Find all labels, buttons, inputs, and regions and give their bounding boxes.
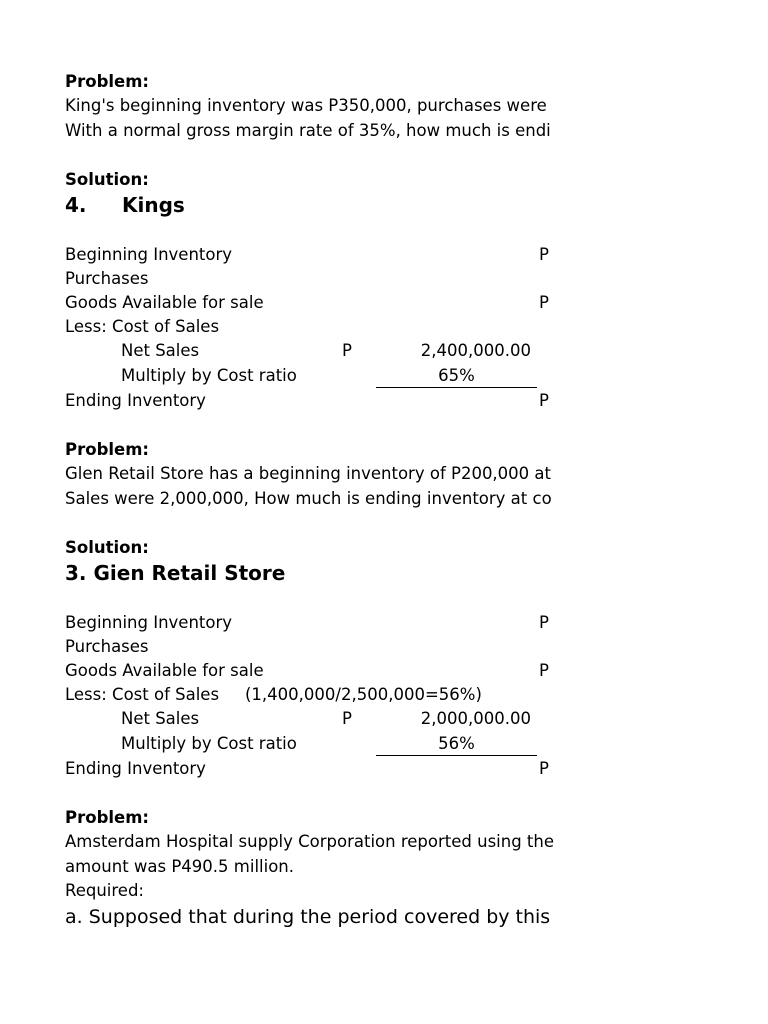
s2-multiply-cost-ratio-label: Multiply by Cost ratio (121, 734, 297, 753)
s1-ending-inventory-currency: P (539, 391, 549, 410)
problem-2-text-line-1: Glen Retail Store has a beginning inventory of P200,000 at (65, 464, 552, 483)
s1-goods-available-currency: P (539, 293, 549, 312)
s2-ending-inventory-label: Ending Inventory (65, 759, 206, 778)
s2-subtotal-rule (376, 755, 537, 756)
problem-2-label: Problem: (65, 440, 150, 459)
s2-net-sales-value: 2,000,000.00 (420, 709, 531, 728)
problem-3-text-line-3: a. Supposed that during the period covered by this (65, 906, 551, 928)
solution-1-label: Solution: (65, 170, 149, 189)
problem-3-text-line-2: amount was P490.5 million. (65, 857, 294, 876)
s1-net-sales-value: 2,400,000.00 (420, 341, 531, 360)
s2-less-cost-of-sales-label: Less: Cost of Sales (65, 685, 220, 704)
s2-goods-available-label: Goods Available for sale (65, 661, 264, 680)
s1-net-sales-label: Net Sales (121, 341, 200, 360)
s2-cost-ratio-note: (1,400,000/2,500,000=56%) (245, 685, 482, 704)
s1-less-cost-of-sales-label: Less: Cost of Sales (65, 317, 220, 336)
s2-goods-available-currency: P (539, 661, 549, 680)
s1-goods-available-label: Goods Available for sale (65, 293, 264, 312)
s2-net-sales-label: Net Sales (121, 709, 200, 728)
s2-beginning-inventory-label: Beginning Inventory (65, 613, 233, 632)
problem-1-label: Problem: (65, 72, 150, 91)
s1-multiply-cost-ratio-label: Multiply by Cost ratio (121, 366, 297, 385)
problem-3-label: Problem: (65, 808, 150, 827)
s2-purchases-label: Purchases (65, 637, 149, 656)
s1-subtotal-rule (376, 387, 537, 388)
s2-ending-inventory-currency: P (539, 759, 549, 778)
s1-beginning-inventory-label: Beginning Inventory (65, 245, 233, 264)
solution-2-label: Solution: (65, 538, 149, 557)
s2-net-sales-currency: P (342, 709, 352, 728)
s1-cost-ratio-value: 65% (438, 366, 475, 385)
problem-1-text-line-1: King's beginning inventory was P350,000, purchases were (65, 96, 547, 115)
solution-1-heading-name: Kings (122, 193, 185, 217)
s1-purchases-label: Purchases (65, 269, 149, 288)
s1-beginning-inventory-currency: P (539, 245, 549, 264)
problem-3-text-line-1: Amsterdam Hospital supply Corporation reported using the (65, 832, 555, 851)
s2-beginning-inventory-currency: P (539, 613, 549, 632)
s1-ending-inventory-label: Ending Inventory (65, 391, 206, 410)
solution-2-heading: 3. Gien Retail Store (65, 561, 286, 585)
problem-1-text-line-2: With a normal gross margin rate of 35%, how much is endi (65, 121, 551, 140)
s1-net-sales-currency: P (342, 341, 352, 360)
problem-2-text-line-2: Sales were 2,000,000, How much is ending inventory at co (65, 489, 552, 508)
solution-1-heading-number: 4. (65, 193, 87, 217)
s2-cost-ratio-value: 56% (438, 734, 475, 753)
problem-3-required-label: Required: (65, 881, 144, 900)
